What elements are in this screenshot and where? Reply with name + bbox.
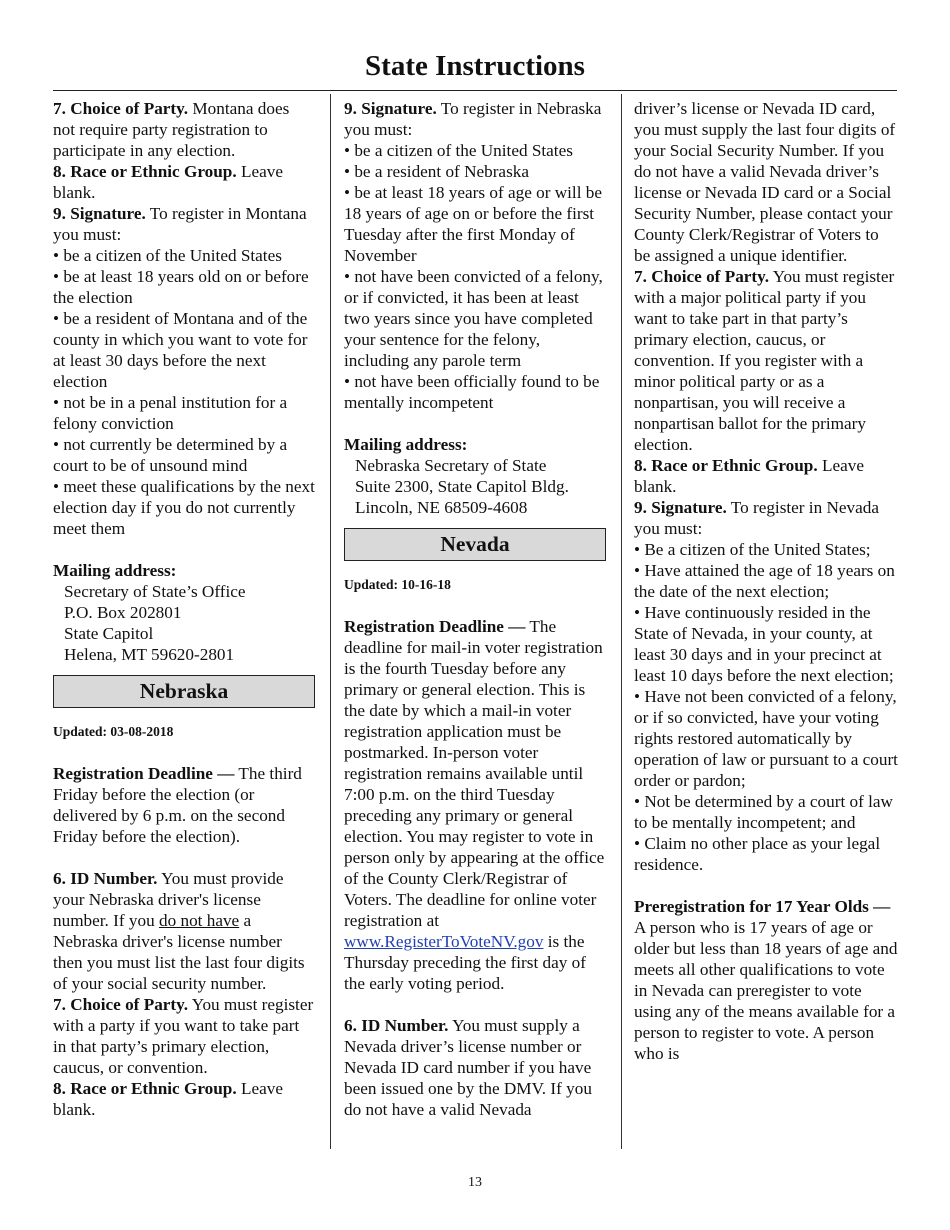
bullet-item: • not have been convicted of a felony, or if convicted, it has been at least two years since you have completed your sentence for the felony, including any parole term xyxy=(344,267,603,370)
bullet-item: • Not be determined by a court of law to be mentally incompetent; and xyxy=(634,792,893,832)
signature-paragraph: 9. Signature. To register in Nevada you must: xyxy=(634,498,879,538)
address-line: Lincoln, NE 68509-4608 xyxy=(355,498,528,517)
state-heading-nebraska: Nebraska xyxy=(53,675,315,708)
race-paragraph: 8. Race or Ethnic Group. Leave blank. xyxy=(634,456,864,496)
bullet-item: • be at least 18 years of age or will be 18 years of age on or before the first Tuesday after the first Monday of November xyxy=(344,183,603,265)
column-1 xyxy=(53,98,315,1120)
column-2 xyxy=(344,98,606,1120)
page-title: State Instructions xyxy=(365,50,585,82)
choice-of-party-paragraph: 7. Choice of Party. You must register with a major political party if you want to take part in that party’s primary election, caucus, or convention. If you register with a minor political party or as a nonpartisan, you will receive a nonpartisan ballot for the primary election. xyxy=(634,267,895,454)
id-number-continued: driver’s license or Nevada ID card, you must supply the last four digits of your Social Security Number. If you do not have a valid Nevada driver’s license or Nevada ID card or a Social Security Number, please contact your County Clerk/Registrar of Voters to be assigned a unique identifier. xyxy=(634,99,896,265)
bullet-item: • be a resident of Nebraska xyxy=(344,162,529,181)
page-number: 13 xyxy=(468,1175,482,1190)
bullet-item: • not be in a penal institution for a felony conviction xyxy=(53,393,288,433)
title-rule xyxy=(53,90,897,91)
registration-deadline-paragraph: Registration Deadline — The deadline for mail-in voter registration is the fourth Tuesday before any primary or general election. This is the date by which a mail-in voter registration application must be postmarked. In-person voter registration remains available until 7:00 p.m. on the third Tuesday preceding any primary or general election. You may register to vote in person only by appearing at the office of the County Clerk/Registrar of Voters. The deadline for online voter registration at www.RegisterToVoteNV.gov is the Thursday preceding the first day of the early voting period. xyxy=(344,617,605,993)
bullet-item: • meet these qualifications by the next election day if you do not currently meet them xyxy=(53,477,315,538)
registration-deadline-paragraph: Registration Deadline — The third Friday before the election (or delivered by 6 p.m. on the second Friday before the election). xyxy=(53,764,302,846)
updated-date: Updated: 03-08-2018 xyxy=(53,724,174,739)
column-divider xyxy=(330,94,331,1149)
montana-race-paragraph: 8. Race or Ethnic Group. Leave blank. xyxy=(53,162,283,202)
bullet-item: • Claim no other place as your legal residence. xyxy=(634,834,881,874)
address-line: Helena, MT 59620-2801 xyxy=(64,645,235,664)
updated-date: Updated: 10-16-18 xyxy=(344,577,451,592)
address-line: State Capitol xyxy=(64,624,154,643)
bullet-item: • be a resident of Montana and of the county in which you want to vote for at least 30 days before the next election xyxy=(53,309,308,391)
montana-signature-paragraph: 9. Signature. To register in Montana you must: xyxy=(53,204,307,244)
mailing-address-label: Mailing address: xyxy=(53,561,177,580)
bullet-item: • be a citizen of the United States xyxy=(53,246,282,265)
signature-paragraph: 9. Signature. To register in Nebraska you must: xyxy=(344,99,602,139)
mailing-address-label: Mailing address: xyxy=(344,435,468,454)
preregistration-paragraph: Preregistration for 17 Year Olds — A person who is 17 years of age or older but less than 18 years of age and meets all other qualifications to vote in Nevada can preregister to vote using any of the means available for a person to register to vote. A person who is xyxy=(634,897,898,1063)
race-paragraph: 8. Race or Ethnic Group. Leave blank. xyxy=(53,1079,283,1119)
state-heading-nevada: Nevada xyxy=(344,528,606,561)
address-line: P.O. Box 202801 xyxy=(64,603,182,622)
address-line: Suite 2300, State Capitol Bldg. xyxy=(355,477,569,496)
address-line: Secretary of State’s Office xyxy=(64,582,246,601)
choice-of-party-paragraph: 7. Choice of Party. You must register with a party if you want to take part in that party’s primary election, caucus, or convention. xyxy=(53,995,314,1077)
id-number-paragraph: 6. ID Number. You must supply a Nevada driver’s license number or Nevada ID card number if you have been issued one by the DMV. If you do not have a valid Nevada xyxy=(344,1016,592,1119)
montana-party-paragraph: 7. Choice of Party. Montana does not require party registration to participate in any election. xyxy=(53,99,290,160)
bullet-item: • be at least 18 years old on or before the election xyxy=(53,267,309,307)
column-3 xyxy=(634,98,898,1064)
bullet-item: • Have attained the age of 18 years on the date of the next election; xyxy=(634,561,895,601)
column-divider xyxy=(621,94,622,1149)
id-number-paragraph: 6. ID Number. You must provide your Nebraska driver's license number. If you do not have a Nebraska driver's license number then you must list the last four digits of your social security number. xyxy=(53,869,305,993)
register-to-vote-link[interactable]: www.RegisterToVoteNV.gov xyxy=(344,932,544,951)
bullet-item: • be a citizen of the United States xyxy=(344,141,573,160)
bullet-item: • not have been officially found to be mentally incompetent xyxy=(344,372,600,412)
bullet-item: • Have not been convicted of a felony, or if so convicted, have your voting rights restored automatically by operation of law or pursuant to a court order or pardon; xyxy=(634,687,898,790)
bullet-item: • Have continuously resided in the State of Nevada, in your county, at least 30 days and in your precinct at least 10 days before the next election; xyxy=(634,603,894,685)
address-line: Nebraska Secretary of State xyxy=(355,456,547,475)
bullet-item: • not currently be determined by a court to be of unsound mind xyxy=(53,435,288,475)
bullet-item: • Be a citizen of the United States; xyxy=(634,540,871,559)
